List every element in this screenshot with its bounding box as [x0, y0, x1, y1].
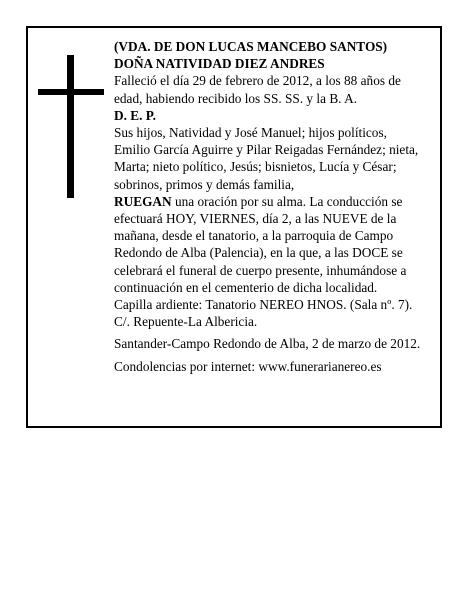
dep-line: D. E. P.: [114, 107, 156, 123]
header-line-1: (VDA. DE DON LUCAS MANCEBO SANTOS): [114, 39, 388, 54]
capilla-ardiente: Capilla ardiente: Tanatorio NEREO HNOS. (Sala nº. 7). C/. Repuente-La Albericia.: [114, 297, 413, 330]
death-statement: Falleció el día 29 de febrero de 2012, a los 88 años de edad, habiendo recibido los SS. SS. y la B. A.: [114, 73, 401, 106]
place-date: Santander-Campo Redondo de Alba, 2 de marzo de 2012.: [114, 336, 421, 352]
condolences-line: Condolencias por internet: www.funerarianereo.es: [114, 358, 382, 374]
obituary-notice: [26, 26, 442, 428]
cross-icon: [38, 55, 104, 198]
ruegan-word: RUEGAN: [114, 193, 172, 209]
ruegan-paragraph: [114, 193, 426, 296]
ruegan-text: una oración por su alma. La conducción se efectuará HOY, VIERNES, día 2, a las NUEVE de la mañana, desde el tanatorio, a la parroquia de Campo Redondo de Alba (Palencia), en la que, a las DOCE se celebrará el funeral de cuerpo presente, inhumándose a continuación en el cementerio de dicha localidad.: [114, 193, 407, 295]
family-list: Sus hijos, Natividad y José Manuel; hijos políticos, Emilio García Aguirre y Pilar Reigadas Fernández; nieta, Marta; nieto político, Jesús; bisnietos, Lucía y César; sobrinos, primos y demás familia,: [114, 125, 419, 192]
notice-text: [114, 38, 426, 375]
cross-horizontal-bar: [38, 89, 104, 95]
cross-vertical-bar: [67, 55, 74, 198]
deceased-name: DOÑA NATIVIDAD DIEZ ANDRES: [114, 56, 325, 72]
